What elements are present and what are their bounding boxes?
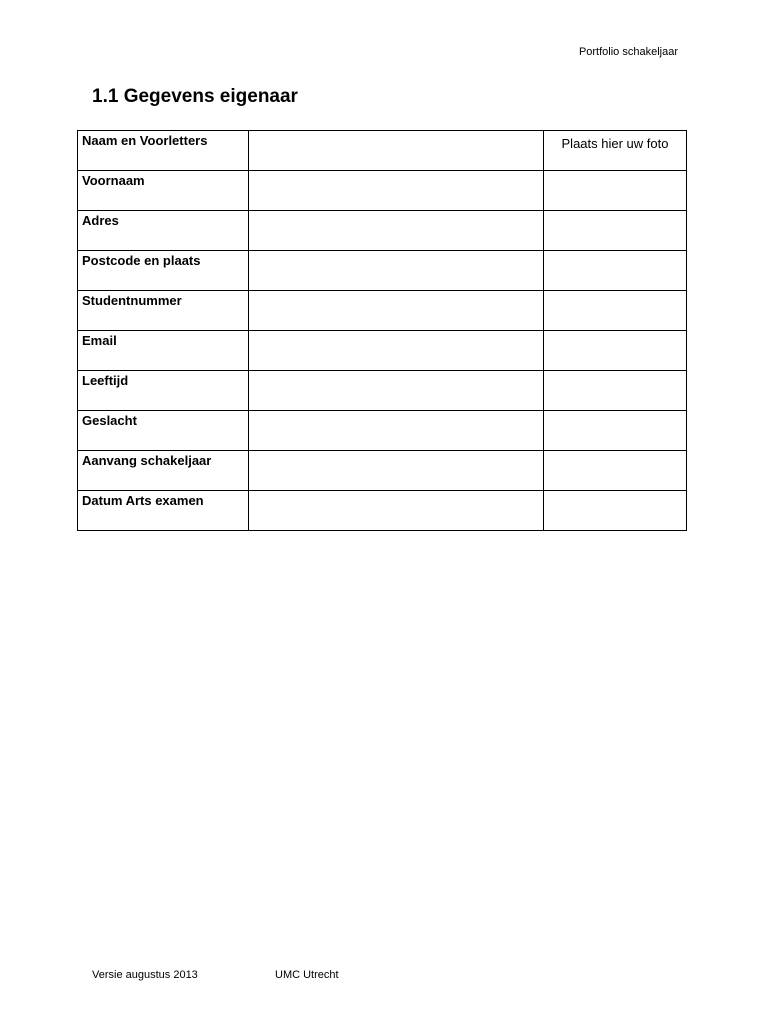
- table-row: [78, 331, 687, 371]
- table-row: [78, 451, 687, 491]
- photo-area-cell: [544, 491, 687, 531]
- field-label: Naam en Voorletters: [78, 131, 249, 171]
- photo-area-cell: [544, 331, 687, 371]
- field-label: Datum Arts examen: [78, 491, 249, 531]
- owner-details-table: [77, 130, 687, 531]
- field-value-cell[interactable]: [249, 491, 544, 531]
- field-label: Aanvang schakeljaar: [78, 451, 249, 491]
- field-value-cell[interactable]: [249, 251, 544, 291]
- photo-area-cell: [544, 211, 687, 251]
- table-row: [78, 291, 687, 331]
- photo-area-cell: [544, 251, 687, 291]
- field-value-cell[interactable]: [249, 451, 544, 491]
- section-heading: 1.1 Gegevens eigenaar: [92, 86, 298, 107]
- field-label: Studentnummer: [78, 291, 249, 331]
- page-footer: [92, 969, 339, 981]
- field-label: Voornaam: [78, 171, 249, 211]
- table-row: [78, 371, 687, 411]
- field-value-cell[interactable]: [249, 171, 544, 211]
- field-value-cell[interactable]: [249, 371, 544, 411]
- photo-area-cell: [544, 291, 687, 331]
- field-label: Geslacht: [78, 411, 249, 451]
- photo-area-cell: [544, 411, 687, 451]
- field-value-cell[interactable]: [249, 411, 544, 451]
- table-row: [78, 171, 687, 211]
- photo-placeholder[interactable]: Plaats hier uw foto: [544, 131, 687, 171]
- table-row: [78, 491, 687, 531]
- field-label: Leeftijd: [78, 371, 249, 411]
- field-label: Adres: [78, 211, 249, 251]
- field-value-cell[interactable]: [249, 291, 544, 331]
- field-label: Postcode en plaats: [78, 251, 249, 291]
- field-value-cell[interactable]: [249, 211, 544, 251]
- table-row: [78, 211, 687, 251]
- table-row: [78, 251, 687, 291]
- field-label: Email: [78, 331, 249, 371]
- field-value-cell[interactable]: [249, 131, 544, 171]
- table-row: [78, 411, 687, 451]
- table-row: [78, 131, 687, 171]
- footer-version: Versie augustus 2013: [92, 969, 198, 981]
- photo-area-cell: [544, 371, 687, 411]
- field-value-cell[interactable]: [249, 331, 544, 371]
- page-header: Portfolio schakeljaar: [578, 46, 678, 58]
- footer-organization: UMC Utrecht: [275, 969, 339, 981]
- photo-area-cell: [544, 171, 687, 211]
- photo-area-cell: [544, 451, 687, 491]
